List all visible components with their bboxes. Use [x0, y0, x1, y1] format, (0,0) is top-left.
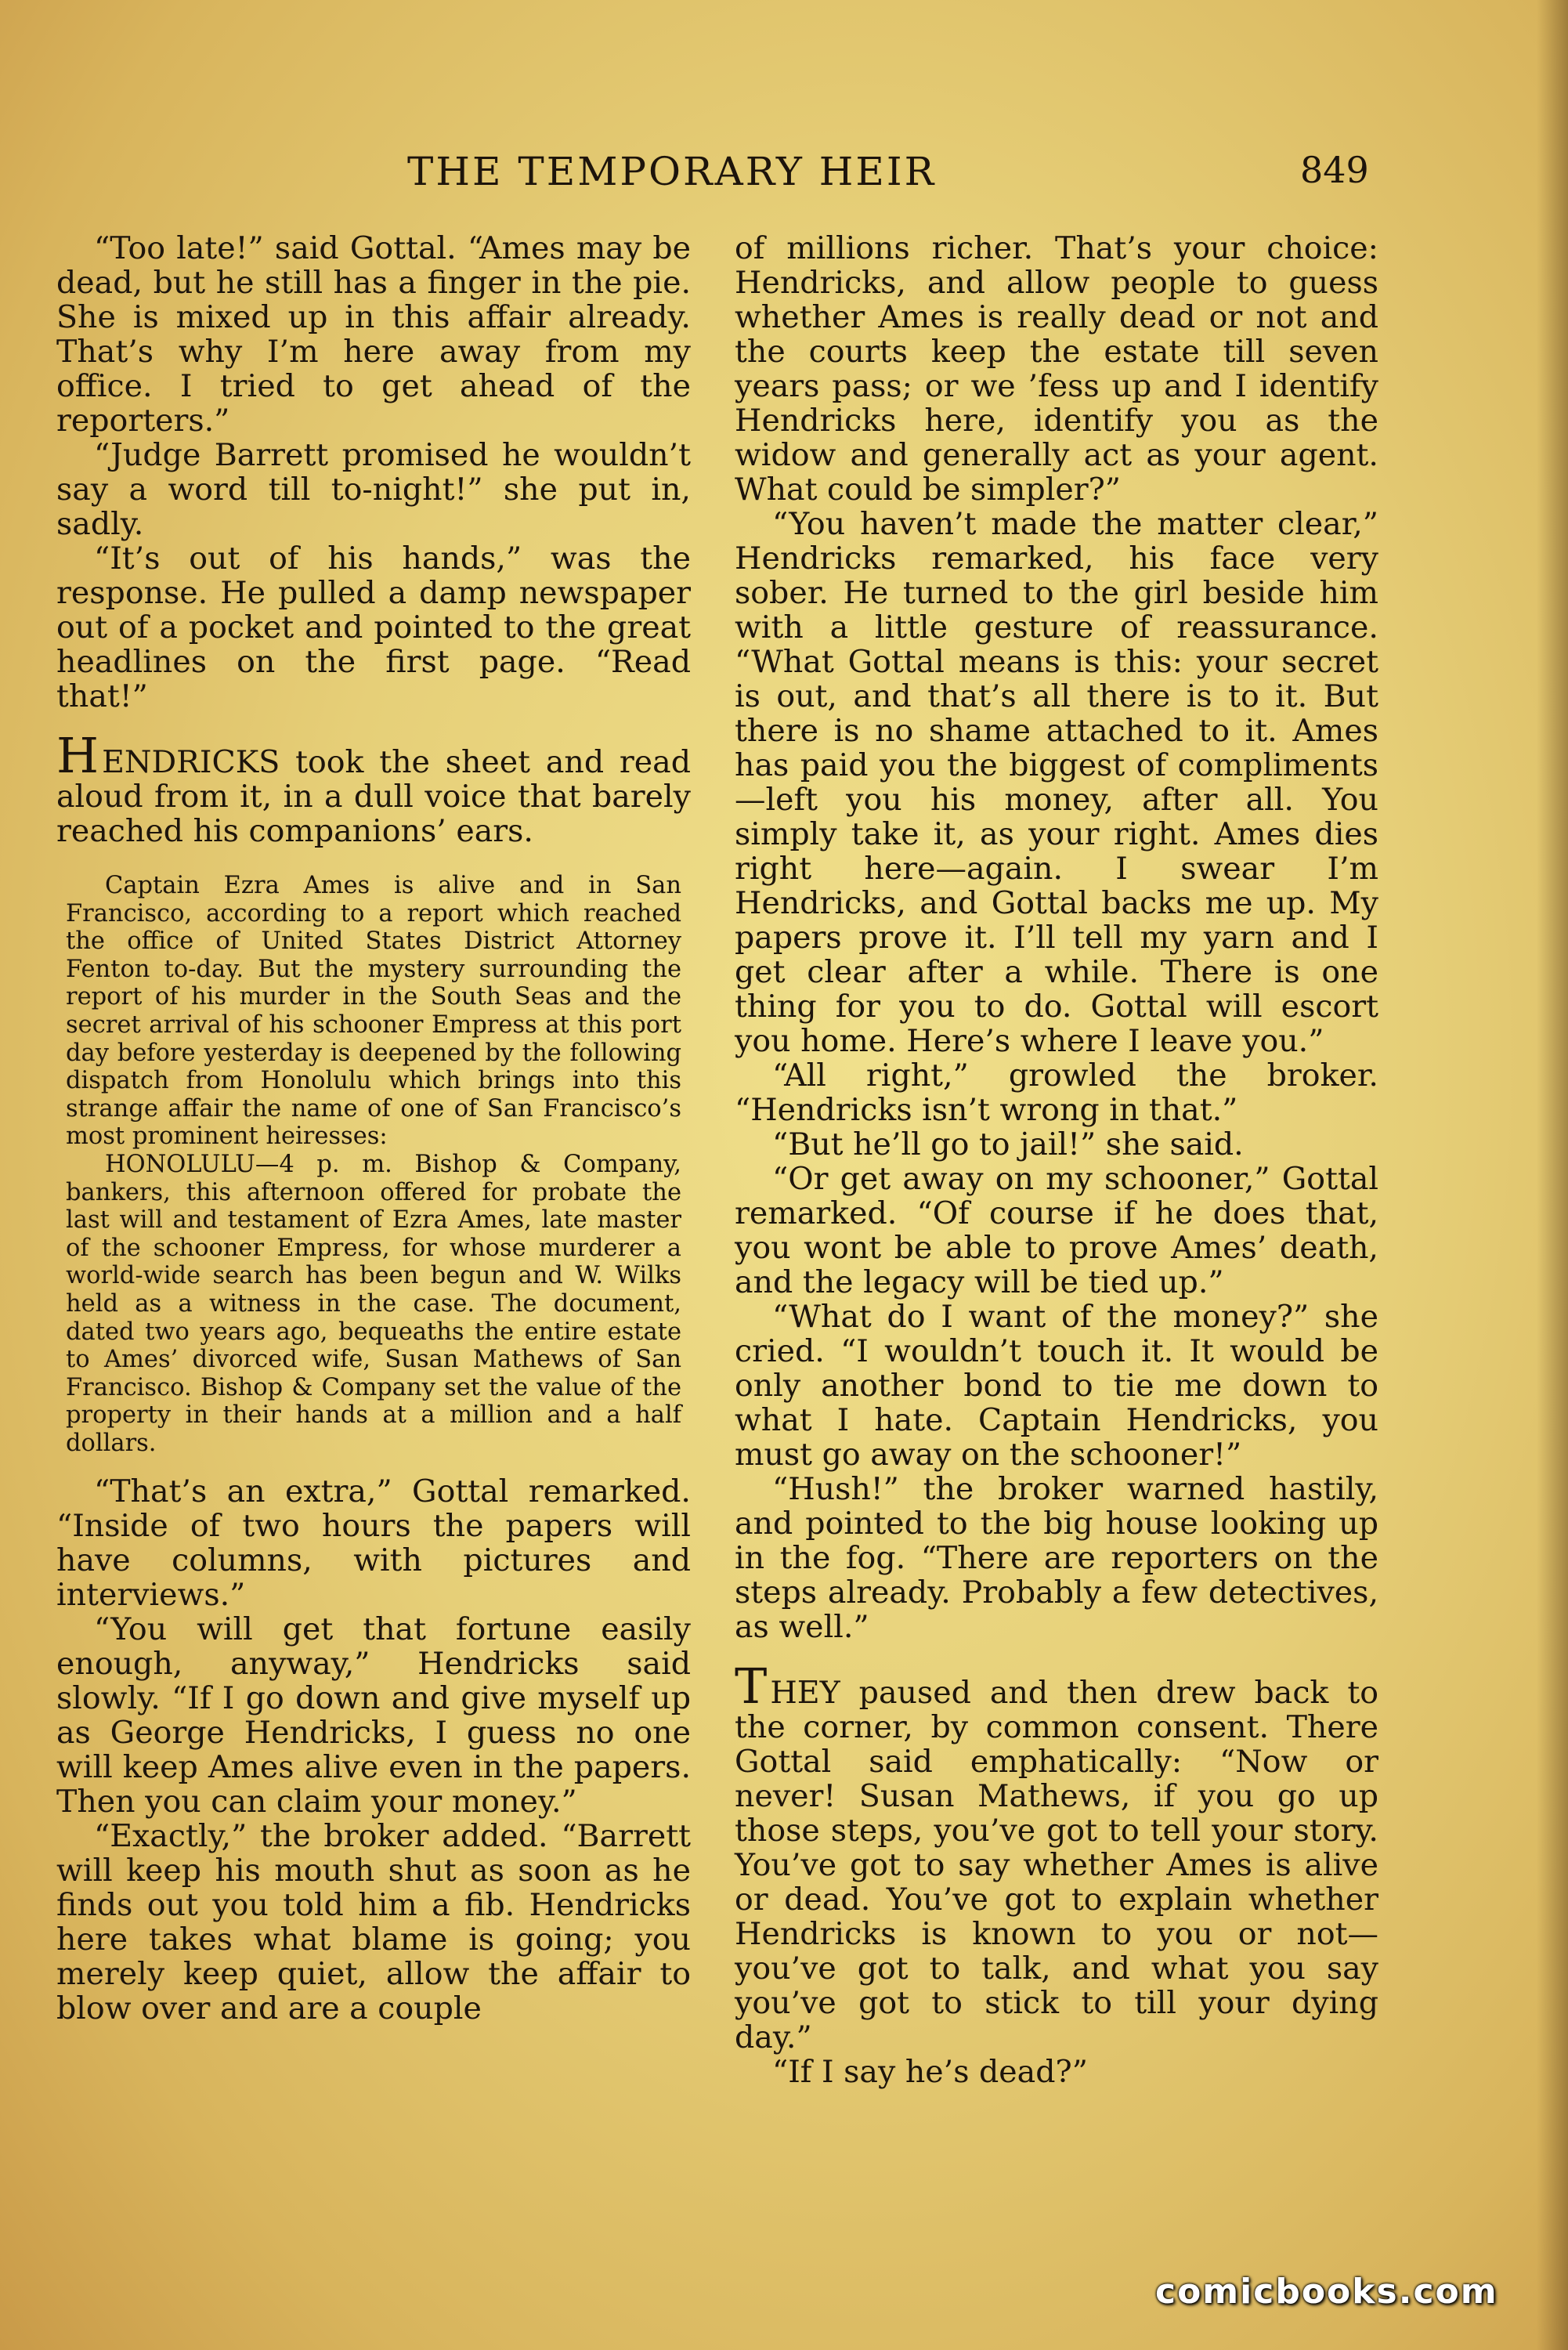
section-paragraph [56, 727, 691, 849]
section-text: ENDRICKS took the sheet and read aloud from it, in a dull voice that barely reached his companions’ ears. [56, 744, 691, 849]
extract-paragraph: HONOLULU—4 p. m. Bishop & Company, bankers, this afternoon offered for probate the last will and testament of Ezra Ames, late master of the schooner Empress, for whose murderer a world-wide search has been begun and W. Wilks held as a witness in the case. The document, dated two years ago, bequeaths the entire estate to Ames’ divorced wife, Susan Mathews of San Francisco. Bishop & Company set the value of the property in their hands at a million and a half dollars. [66, 1150, 681, 1457]
running-header [0, 149, 1568, 196]
section-text: HEY paused and then drew back to the corner, by common consent. There Gottal said emphatically: “Now or never! Susan Mathews, if you go up those steps, you’ve got to tell your story. You’ve got to say whether Ames is alive or dead. You’ve got to explain whether Hendricks is known to you or not—you’ve got to talk, and what you say you’ve got to stick to till your dying day.” [735, 1675, 1378, 2055]
paragraph: “You will get that fortune easily enough, anyway,” Hendricks said slowly. “If I go down and give myself up as George Hendricks, I guess no one will keep Ames alive even in the papers. Then you can claim your money.” [56, 1611, 691, 1820]
paragraph: “It’s out of his hands,” was the response. He pulled a damp newspaper out of a pocket and pointed to the great headlines on the first page. “Read that!” [56, 540, 691, 714]
extract-paragraph: Captain Ezra Ames is alive and in San Francisco, according to a report which reached the office of United States District Attorney Fenton to-day. But the mystery surrounding the report of his murder in the South Seas and the secret arrival of his schooner Empress at this port day before yesterday is deepened by the following dispatch from Honolulu which brings into this strange affair the name of one of San Francisco’s most prominent heiresses: [66, 872, 681, 1151]
paragraph: “Or get away on my schooner,” Gottal remarked. “Of course if he does that, you wont be able to prove Ames’ death, and the legacy will be tied up.” [735, 1161, 1378, 1300]
paragraph: of millions richer. That’s your choice: Hendricks, and allow people to guess whether Ames is really dead or not and the courts keep the estate till seven years pass; or we ’fess up and I identify Hendricks here, identify you as the widow and generally act as your agent. What could be simpler?” [735, 230, 1378, 508]
paragraph: “Exactly,” the broker added. “Barrett will keep his mouth shut as soon as he finds out you told him a fib. Hendricks here takes what blame is going; you merely keep quiet, allow the affair to blow over and are a couple [56, 1818, 691, 2027]
right-column [735, 231, 1378, 2089]
paragraph: “But he’ll go to jail!” she said. [772, 1126, 1244, 1162]
paragraph: “Too late!” said Gottal. “Ames may be dead, but he still has a finger in the pie. She is mixed up in this affair already. That’s why I’m here away from my office. I tried to get ahead of the reporters.” [56, 230, 691, 439]
paragraph: “Hush!” the broker warned hastily, and pointed to the big house looking up in the fog. “There are reporters on the steps already. Probably a few detectives, as well.” [735, 1471, 1378, 1645]
page-title: THE TEMPORARY HEIR [407, 149, 937, 194]
watermark: comicbooks.com [1155, 2272, 1498, 2312]
page-spine-shadow [1537, 0, 1568, 2350]
page-number: 849 [1300, 149, 1369, 191]
section-paragraph [735, 1658, 1378, 2055]
paragraph: “All right,” growled the broker. “Hendricks isn’t wrong in that.” [735, 1058, 1378, 1128]
drop-cap: T [735, 1658, 768, 1715]
paragraph: “You haven’t made the matter clear,” Hendricks remarked, his face very sober. He turned to the girl beside him with a little gesture of reassurance. “What Gottal means is this: your secret is out, and that’s all there is to it. But there is no shame attached to it. Ames has paid you the biggest of compliments—left you his money, after all. You simply take it, as your right. Ames dies right here—again. I swear I’m Hendricks, and Gottal backs me up. My papers prove it. I’ll tell my yarn and I get clear after a while. There is one thing for you to do. Gottal will escort you home. Here’s where I leave you.” [735, 506, 1378, 1059]
newspaper-extract [66, 872, 681, 1457]
drop-cap: H [56, 727, 99, 784]
paragraph: “If I say he’s dead?” [772, 2054, 1088, 2090]
paragraph: “What do I want of the money?” she cried. “I wouldn’t touch it. It would be only another bond to tie me down to what I hate. Captain Hendricks, you must go away on the schooner!” [735, 1299, 1378, 1473]
paragraph: “Judge Barrett promised he wouldn’t say a word till to-night!” she put in, sadly. [56, 437, 691, 542]
paragraph: “That’s an extra,” Gottal remarked. “Inside of two hours the papers will have columns, with pictures and interviews.” [56, 1473, 691, 1614]
left-column [56, 231, 691, 2026]
